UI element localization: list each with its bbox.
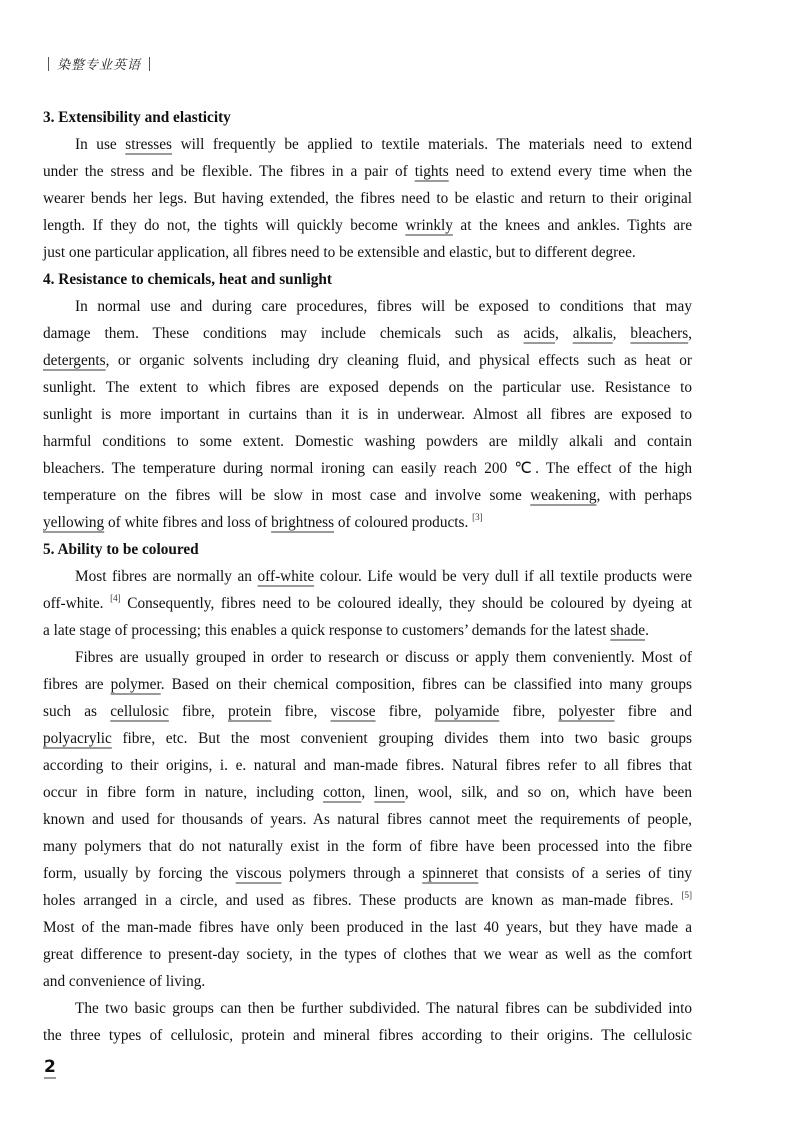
- text-line: under the stress and be flexible. The fibres in a pair of tights need to extend every time when the: [43, 163, 692, 180]
- text-line: wearer bends her legs. But having extended, the fibres need to be elastic and return to their original: [43, 190, 692, 207]
- text-line: sunlight. The extent to which fibres are exposed depends on the particular use. Resistance to: [43, 379, 692, 396]
- text-line: The two basic groups can then be further subdivided. The natural fibres can be subdivided into: [75, 1000, 692, 1017]
- vocabulary-term: off-white: [257, 568, 315, 585]
- running-header: [40, 54, 158, 73]
- text-line: such as cellulosic fibre, protein fibre, viscose fibre, polyamide fibre, polyester fibre and: [43, 703, 692, 720]
- footnote-reference: [5]: [681, 890, 692, 900]
- text-line: great difference to present-day society, in the types of clothes that we wear as well as the comfort: [43, 946, 692, 963]
- footnote-reference: [3]: [472, 512, 483, 522]
- text-line: polyacrylic fibre, etc. But the most convenient grouping divides them into two basic groups: [43, 730, 692, 747]
- text-line: length. If they do not, the tights will quickly become wrinkly at the knees and ankles. Tights are: [43, 217, 692, 234]
- vocabulary-term: protein: [228, 703, 272, 720]
- vocabulary-term: weakening: [530, 487, 597, 504]
- vocabulary-term: linen: [374, 784, 405, 801]
- vocabulary-term: spinneret: [422, 865, 479, 882]
- text-line: bleachers. The temperature during normal ironing can easily reach 200 ℃. The effect of the high: [43, 460, 692, 477]
- text-line: according to their origins, i. e. natural and man-made fibres. Natural fibres refer to all fibres that: [43, 757, 692, 774]
- vocabulary-term: brightness: [271, 514, 335, 531]
- section-heading-5: 5. Ability to be coloured: [43, 541, 199, 558]
- section-4-paragraph: [43, 293, 692, 536]
- vocabulary-term: polyamide: [434, 703, 500, 720]
- vocabulary-term: bleachers: [630, 325, 689, 342]
- page-body: [43, 104, 692, 1049]
- page-number: 2: [44, 1057, 56, 1077]
- text-line: Most fibres are normally an off-white colour. Life would be very dull if all textile products were: [75, 568, 692, 585]
- section-5-paragraph-3: [43, 995, 692, 1049]
- section-5-paragraph-2: [43, 644, 692, 995]
- text-line: and convenience of living.: [43, 973, 206, 990]
- section-5-paragraph-1: [43, 563, 692, 644]
- text-line: sunlight is more important in curtains than it is in underwear. Almost all fibres are exposed to: [43, 406, 692, 423]
- text-line: harmful conditions to some extent. Domestic washing powders are mildly alkali and contain: [43, 433, 692, 450]
- text-line: just one particular application, all fibres need to be extensible and elastic, but to different degree.: [43, 244, 636, 261]
- text-line: a late stage of processing; this enables a quick response to customers’ demands for the latest shade.: [43, 622, 649, 639]
- text-line: many polymers that do not naturally exist in the form of fibre have been processed into the fibre: [43, 838, 692, 855]
- vocabulary-term: viscous: [235, 865, 282, 882]
- vocabulary-term: yellowing: [43, 514, 105, 531]
- vocabulary-term: polyester: [558, 703, 615, 720]
- text-line: form, usually by forcing the viscous polymers through a spinneret that consists of a series of tiny: [43, 865, 692, 882]
- section-heading-4: 4. Resistance to chemicals, heat and sunlight: [43, 271, 332, 288]
- text-line: occur in fibre form in nature, including cotton, linen, wool, silk, and so on, which have been: [43, 784, 692, 801]
- vocabulary-term: acids: [523, 325, 555, 342]
- text-line: temperature on the fibres will be slow in most case and involve some weakening, with perhaps: [43, 487, 692, 504]
- text-line: In use stresses will frequently be applied to textile materials. The materials need to extend: [75, 136, 692, 153]
- section-3-paragraph: [43, 131, 692, 266]
- vocabulary-term: tights: [414, 163, 449, 180]
- text-line: known and used for thousands of years. As natural fibres cannot meet the requirements of people,: [43, 811, 692, 828]
- header-divider-right: [149, 57, 150, 71]
- vocabulary-term: shade: [610, 622, 646, 639]
- text-line: Most of the man-made fibres have only been produced in the last 40 years, but they have made a: [43, 919, 692, 936]
- vocabulary-term: alkalis: [572, 325, 613, 342]
- text-line: damage them. These conditions may include chemicals such as acids, alkalis, bleachers,: [43, 325, 692, 342]
- footnote-reference: [4]: [110, 593, 121, 603]
- vocabulary-term: polymer: [110, 676, 161, 693]
- header-divider-left: [48, 57, 49, 71]
- vocabulary-term: polyacrylic: [43, 730, 112, 747]
- text-line: holes arranged in a circle, and used as fibres. These products are known as man-made fibres. [5]: [43, 890, 692, 909]
- text-line: the three types of cellulosic, protein and mineral fibres according to their origins. The cellulosic: [43, 1027, 692, 1044]
- text-line: off-white. [4] Consequently, fibres need to be coloured ideally, they should be coloured by dyeing at: [43, 593, 692, 612]
- text-line: In normal use and during care procedures, fibres will be exposed to conditions that may: [75, 298, 692, 315]
- vocabulary-term: cellulosic: [110, 703, 169, 720]
- vocabulary-term: wrinkly: [405, 217, 453, 234]
- text-line: detergents, or organic solvents including dry cleaning fluid, and physical effects such as heat or: [43, 352, 692, 369]
- vocabulary-term: detergents: [43, 352, 106, 369]
- vocabulary-term: stresses: [125, 136, 173, 153]
- text-line: fibres are polymer. Based on their chemical composition, fibres can be classified into many groups: [43, 676, 692, 693]
- text-line: Fibres are usually grouped in order to research or discuss or apply them conveniently. Most of: [75, 649, 692, 666]
- text-line: yellowing of white fibres and loss of brightness of coloured products. [3]: [43, 512, 483, 531]
- vocabulary-term: viscose: [330, 703, 376, 720]
- running-title: 染整专业英语: [57, 58, 142, 73]
- section-heading-3: 3. Extensibility and elasticity: [43, 109, 231, 126]
- vocabulary-term: cotton: [323, 784, 362, 801]
